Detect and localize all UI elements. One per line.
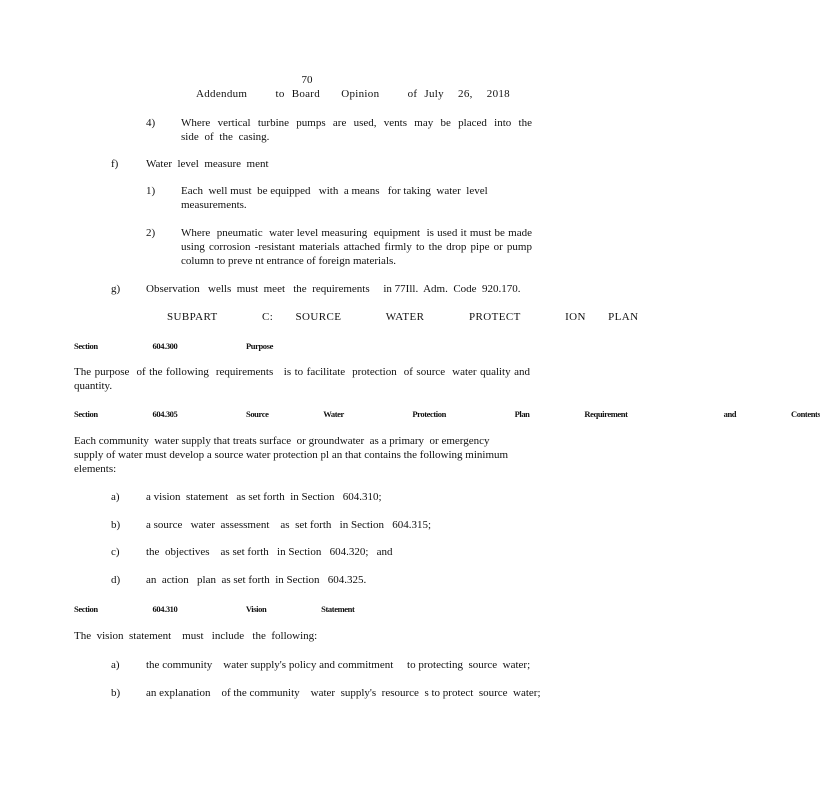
section-paragraph: The vision statement must include the following: [74, 630, 318, 642]
list-label: 4) [146, 117, 156, 129]
page-subtitle: Addendum to Board Opinion of July 26, 2018 [196, 88, 510, 100]
list-label: f) [111, 158, 119, 170]
section-heading: Section 604.305 Source Water Protection Plan Requirement and Contents [74, 409, 820, 419]
list-label: c) [111, 546, 120, 558]
item-heading-water-level: Water level measure ment [146, 158, 269, 170]
list-label: b) [111, 687, 121, 699]
section-paragraph: Each community water supply that treats surface or groundwater as a primary or emergency supply of water must develop a source water protection pl an that contains the following minimum elements: [74, 435, 514, 475]
list-item-text: Where pneumatic water level measuring equipment is used it must be made using corrosion -resistant materials attached firmly to the drop pipe or pump column to preve nt entrance of foreign materials. [181, 227, 535, 267]
list-item-text: an action plan as set forth in Section 604.325. [146, 574, 367, 586]
list-label: a) [111, 659, 120, 671]
section-paragraph: The purpose of the following requirements is to facilitate protection of source water quality and quantity. [74, 366, 533, 392]
list-label: a) [111, 491, 120, 503]
list-label: d) [111, 574, 121, 586]
list-item-text: Observation wells must meet the requirements in 77Ill. Adm. Code 920.170. [146, 283, 521, 295]
list-label: b) [111, 519, 121, 531]
list-item-text: the community water supply's policy and commitment to protecting source water; [146, 659, 531, 671]
list-item-text: Each well must be equipped with a means for taking water level measurements. [181, 185, 491, 211]
list-label: 1) [146, 185, 156, 197]
page-number: 70 [301, 74, 313, 86]
list-item-text: the objectives as set forth in Section 604.320; and [146, 546, 393, 558]
section-heading: Section 604.310 Vision Statement [74, 604, 355, 614]
list-label: g) [111, 283, 121, 295]
section-heading: Section 604.300 Purpose [74, 341, 273, 351]
list-label: 2) [146, 227, 156, 239]
list-item-text: a vision statement as set forth in Section 604.310; [146, 491, 382, 503]
list-item-text: a source water assessment as set forth in Section 604.315; [146, 519, 432, 531]
list-item-text: Where vertical turbine pumps are used, vents may be placed into the side of the casing. [181, 117, 532, 143]
subpart-title: SUBPART C: SOURCE WATER PROTECT ION PLAN [167, 311, 639, 323]
list-item-text: an explanation of the community water supply's resource s to protect source water; [146, 687, 541, 699]
